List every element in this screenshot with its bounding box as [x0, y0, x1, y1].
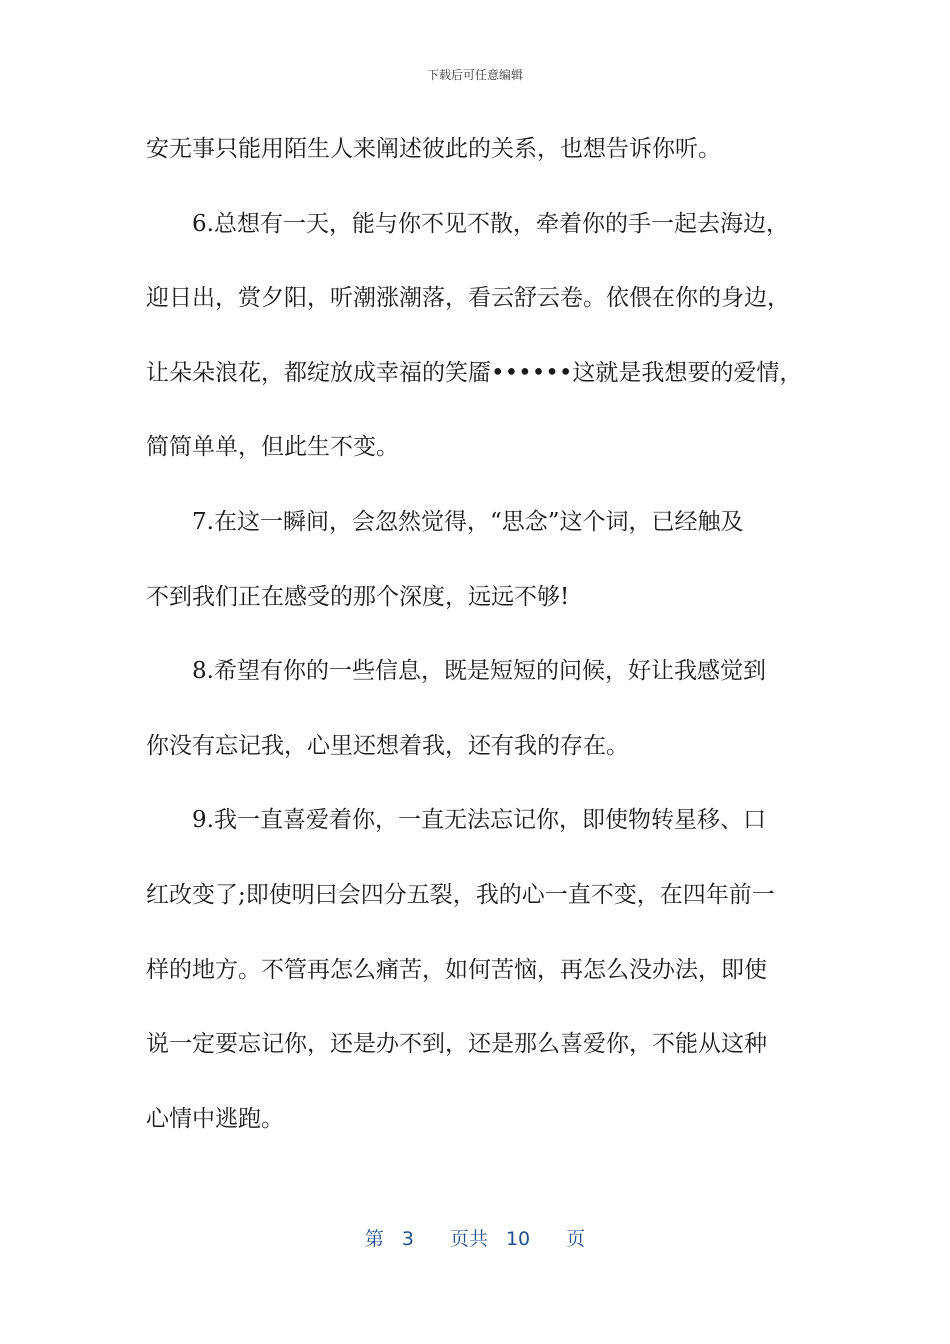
text-line: 样的地方。不管再怎么痛苦，如何苦恼，再怎么没办法，即使	[146, 956, 767, 983]
text-line: 8.希望有你的一些信息，既是短短的问候，好让我感觉到	[192, 658, 766, 685]
current-page-number: 3	[401, 1228, 414, 1250]
text-line: 6.总想有一天，能与你不见不散，牵着你的手一起去海边，	[192, 210, 789, 237]
text-line: 9.我一直喜爱着你，一直无法忘记你，即使物转星移、口	[192, 807, 766, 834]
footer-prefix: 第	[364, 1228, 384, 1250]
text-line: 红改变了;即使明曰会四分五裂，我的心一直不变，在四年前一	[146, 881, 775, 908]
total-pages-number: 10	[505, 1228, 531, 1250]
text-line: 安无事只能用陌生人来阐述彼此的关系，也想告诉你听。	[146, 136, 721, 162]
text-line: 说一定要忘记你，还是办不到，还是那么喜爱你，不能从这种	[146, 1031, 767, 1058]
footer-suffix: 页	[566, 1228, 586, 1250]
text-line: 迎日出，赏夕阳，听潮涨潮落，看云舒云卷。依偎在你的身边，	[146, 285, 790, 312]
text-line: 不到我们正在感受的那个深度，远远不够!	[146, 583, 570, 610]
text-line: 7.在这一瞬间，会忽然觉得，“思念”这个词，已经触及	[192, 508, 744, 535]
text-line: 心情中逃跑。	[146, 1105, 284, 1132]
text-line: 简简单单，但此生不变。	[146, 434, 399, 461]
body-text	[146, 112, 810, 1156]
page-footer	[0, 1224, 950, 1251]
text-line: 让朵朵浪花，都绽放成幸福的笑靥••••••这就是我想要的爱情，	[146, 359, 803, 386]
text-line: 你没有忘记我，心里还想着我，还有我的存在。	[146, 732, 629, 759]
header-note: 下载后可任意编辑	[426, 68, 523, 82]
footer-middle: 页共	[449, 1228, 488, 1250]
